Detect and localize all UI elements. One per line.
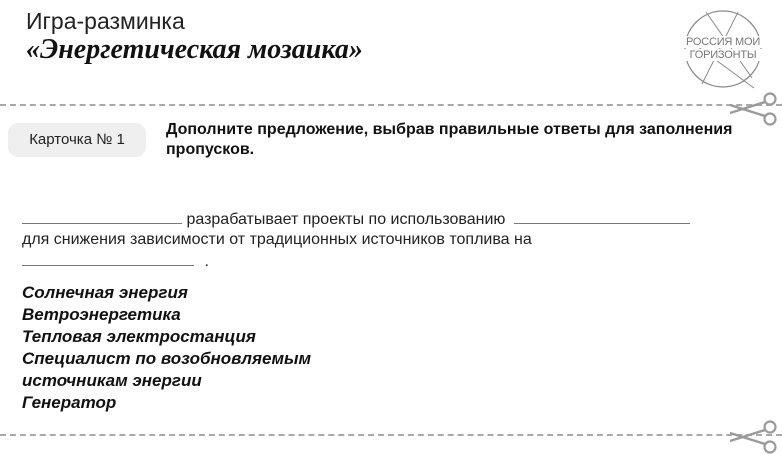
cut-line-bottom: [0, 434, 782, 436]
sentence-line-3: [22, 251, 209, 271]
answer-blank-2[interactable]: [514, 209, 690, 224]
card-instruction: Дополните предложение, выбрав правильные ответы для заполнения пропусков.: [166, 121, 733, 158]
option-generator[interactable]: Генератор: [22, 393, 117, 412]
logo-text-line2: ГОРИЗОНТЫ: [682, 49, 764, 61]
game-subtitle: Игра-разминка: [26, 8, 185, 34]
sentence-part-2: для снижения зависимости от традиционных источников топлива на: [22, 231, 532, 248]
sentence-part-1: разрабатывает проекты по использованию: [186, 211, 506, 228]
cut-line-top: [0, 104, 782, 106]
answer-blank-3[interactable]: [22, 251, 194, 266]
game-title: «Энергетическая мозаика»: [26, 34, 363, 65]
logo-text-line1: РОССИЯ МОИ: [682, 36, 764, 48]
option-solar-energy[interactable]: Солнечная энергия: [22, 283, 188, 302]
russia-my-horizons-logo: [682, 8, 764, 90]
option-renewable-specialist-cont[interactable]: источникам энергии: [22, 371, 202, 390]
option-thermal-power-plant[interactable]: Тепловая электростанция: [22, 327, 256, 346]
answer-blank-1[interactable]: [22, 209, 182, 224]
card-number-badge: Карточка № 1: [8, 123, 146, 157]
answer-options-list: [22, 282, 311, 414]
option-wind-energy[interactable]: Ветроэнергетика: [22, 305, 181, 324]
sentence-line-1: [22, 209, 690, 229]
sentence-end: .: [204, 253, 209, 270]
option-renewable-specialist[interactable]: Специалист по возобновляемым: [22, 349, 312, 368]
scissors-icon-bottom: [728, 420, 778, 454]
